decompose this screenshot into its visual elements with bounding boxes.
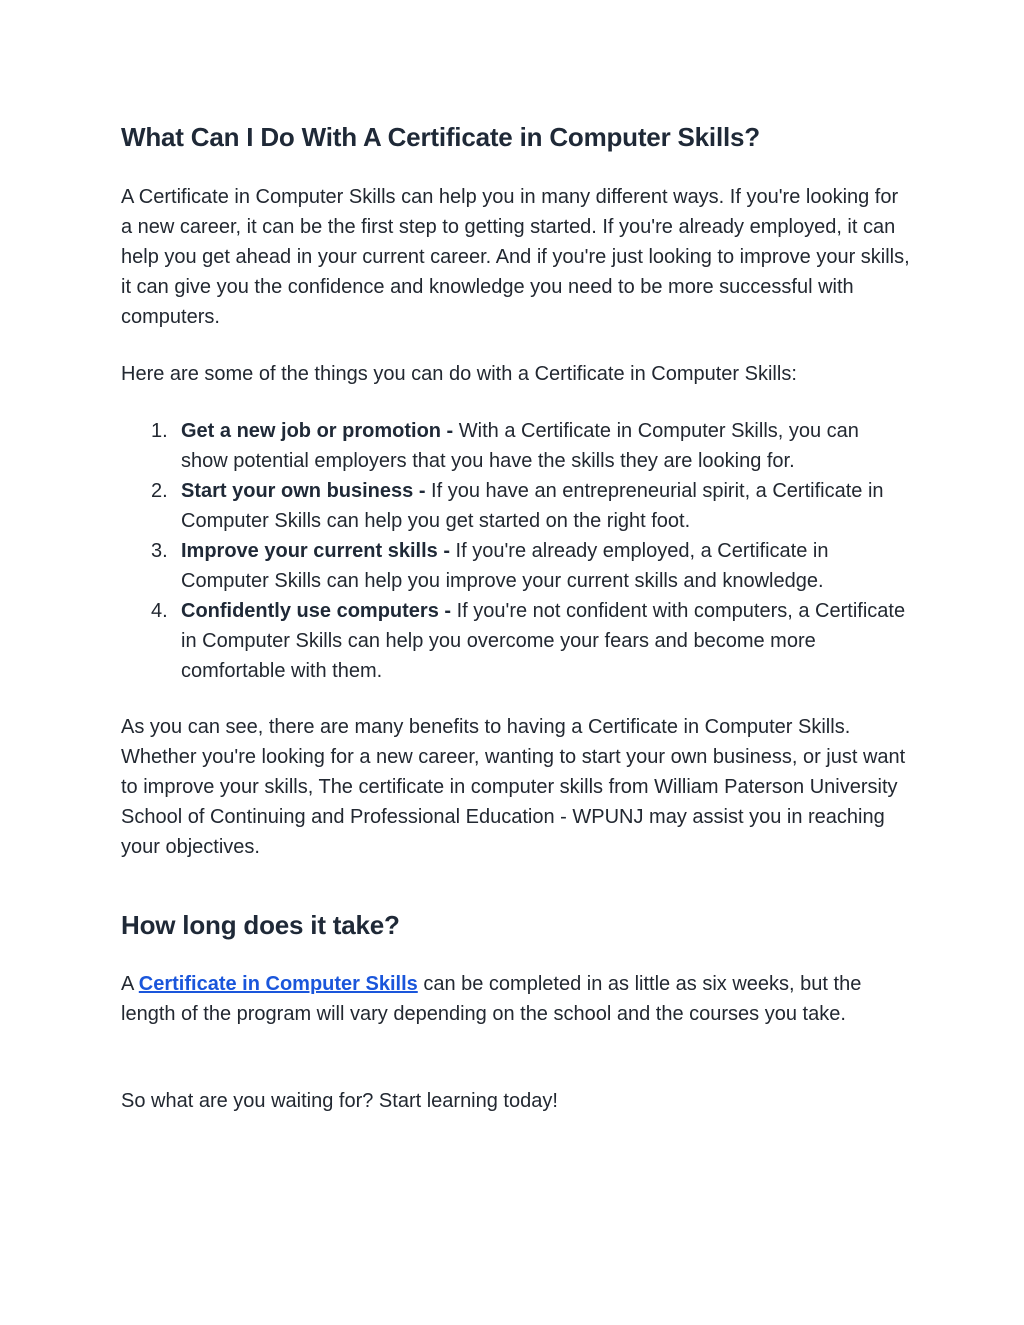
list-item-text: With a Certificate in Computer Skills, you can show potential employers that you have the skills they are looking for.	[181, 420, 859, 472]
list-item-text: If you're not confident with computers, a Certificate in Computer Skills can help you overcome your fears and become more comfortable with them.	[181, 600, 906, 682]
list-item-title: Improve your current skills -	[181, 540, 450, 562]
section-heading-how-long: How long does it take?	[121, 910, 400, 940]
list-item-number: 1.	[151, 420, 168, 442]
closing-paragraph: So what are you waiting for? Start learning today!	[121, 1090, 558, 1112]
conclusion-paragraph: As you can see, there are many benefits to having a Certificate in Computer Skills. Whether you're looking for a new career, wanting to start your own business, or just want to improve your skills, The certificate in computer skills from William Paterson University School of Continuing and Professional Education - WPUNJ may assist you in reaching your objectives.	[121, 716, 906, 858]
benefits-list	[121, 416, 911, 686]
duration-paragraph	[121, 969, 911, 1029]
certificate-link[interactable]: Certificate in Computer Skills	[138, 973, 418, 995]
list-lead-paragraph: Here are some of the things you can do with a Certificate in Computer Skills:	[121, 363, 797, 385]
list-item-title: Get a new job or promotion -	[181, 420, 454, 442]
intro-paragraph: A Certificate in Computer Skills can help you in many different ways. If you're looking for a new career, it can be the first step to getting started. If you're already employed, it can help you get ahead in your current career. And if you're just looking to improve your skills, it can give you the confidence and knowledge you need to be more successful with computers.	[121, 186, 910, 328]
duration-prefix: A	[121, 973, 139, 995]
list-item	[151, 476, 911, 536]
list-item-title: Confidently use computers -	[181, 600, 452, 622]
duration-suffix: can be completed in as little as six weeks, but the length of the program will vary depending on the school and the courses you take.	[121, 973, 862, 1025]
section-heading-what-can-i-do: What Can I Do With A Certificate in Computer Skills?	[121, 122, 760, 152]
list-item	[151, 596, 911, 686]
list-item	[151, 416, 911, 476]
list-item	[151, 536, 911, 596]
list-item-text: If you have an entrepreneurial spirit, a Certificate in Computer Skills can help you get started on the right foot.	[181, 480, 884, 532]
list-item-number: 3.	[151, 540, 168, 562]
list-item-text: If you're already employed, a Certificate in Computer Skills can help you improve your current skills and knowledge.	[181, 540, 829, 592]
list-item-title: Start your own business -	[181, 480, 426, 502]
list-item-number: 4.	[151, 600, 168, 622]
list-item-number: 2.	[151, 480, 168, 502]
